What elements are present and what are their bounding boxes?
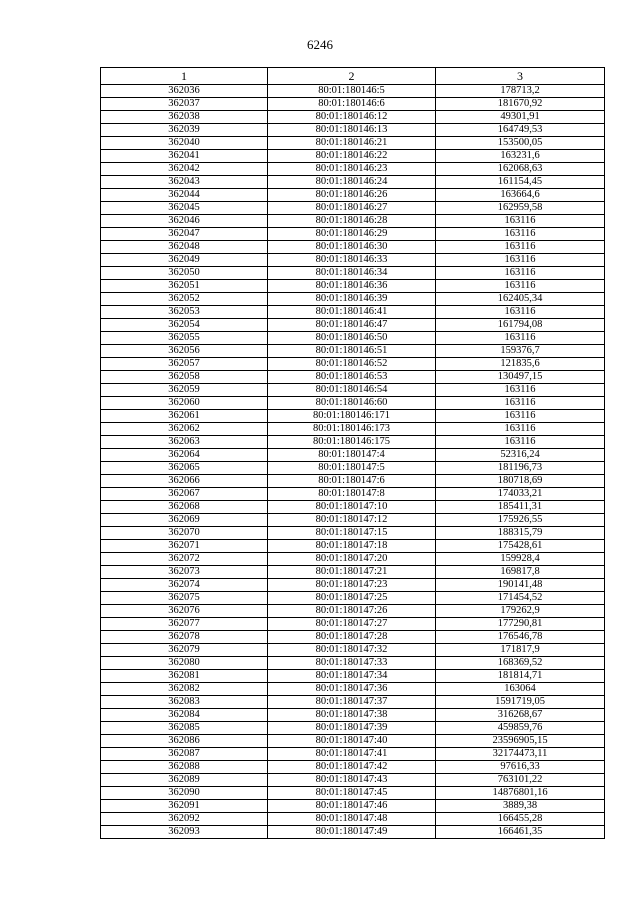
table-row (101, 462, 605, 475)
table-row (101, 475, 605, 488)
table-row (101, 358, 605, 371)
value-cell: 171454,52 (436, 592, 605, 605)
table-row (101, 384, 605, 397)
row-number-cell: 362058 (101, 371, 268, 384)
row-number-cell: 362076 (101, 605, 268, 618)
cadastral-number-cell: 80:01:180146:28 (268, 215, 436, 228)
cadastral-number-cell: 80:01:180146:30 (268, 241, 436, 254)
value-cell: 175428,61 (436, 540, 605, 553)
cadastral-number-cell: 80:01:180146:34 (268, 267, 436, 280)
cadastral-number-cell: 80:01:180146:29 (268, 228, 436, 241)
cadastral-number-cell: 80:01:180146:36 (268, 280, 436, 293)
row-number-cell: 362055 (101, 332, 268, 345)
value-cell: 175926,55 (436, 514, 605, 527)
table-row (101, 293, 605, 306)
value-cell: 163664,6 (436, 189, 605, 202)
value-cell: 164749,53 (436, 124, 605, 137)
value-cell: 52316,24 (436, 449, 605, 462)
value-cell: 178713,2 (436, 85, 605, 98)
table-row (101, 436, 605, 449)
cadastral-number-cell: 80:01:180147:38 (268, 709, 436, 722)
column-header-3: 3 (436, 68, 605, 85)
row-number-cell: 362083 (101, 696, 268, 709)
table-row (101, 709, 605, 722)
row-number-cell: 362067 (101, 488, 268, 501)
table-row (101, 488, 605, 501)
table-row (101, 98, 605, 111)
cadastral-number-cell: 80:01:180146:24 (268, 176, 436, 189)
value-cell: 163116 (436, 254, 605, 267)
row-number-cell: 362091 (101, 800, 268, 813)
value-cell: 179262,9 (436, 605, 605, 618)
row-number-cell: 362037 (101, 98, 268, 111)
row-number-cell: 362092 (101, 813, 268, 826)
table-row (101, 306, 605, 319)
value-cell: 163116 (436, 280, 605, 293)
table-row (101, 189, 605, 202)
row-number-cell: 362044 (101, 189, 268, 202)
cadastral-number-cell: 80:01:180146:23 (268, 163, 436, 176)
table-row (101, 345, 605, 358)
cadastral-number-cell: 80:01:180146:41 (268, 306, 436, 319)
cadastral-number-cell: 80:01:180147:37 (268, 696, 436, 709)
table-row (101, 826, 605, 839)
row-number-cell: 362078 (101, 631, 268, 644)
value-cell: 163116 (436, 215, 605, 228)
value-cell: 169817,8 (436, 566, 605, 579)
value-cell: 180718,69 (436, 475, 605, 488)
row-number-cell: 362060 (101, 397, 268, 410)
table-row (101, 202, 605, 215)
table-row (101, 735, 605, 748)
cadastral-number-cell: 80:01:180147:23 (268, 579, 436, 592)
row-number-cell: 362070 (101, 527, 268, 540)
table-row (101, 124, 605, 137)
row-number-cell: 362050 (101, 267, 268, 280)
value-cell: 763101,22 (436, 774, 605, 787)
cadastral-number-cell: 80:01:180146:26 (268, 189, 436, 202)
table-row (101, 176, 605, 189)
table-header (101, 68, 605, 85)
value-cell: 163116 (436, 384, 605, 397)
value-cell: 159928,4 (436, 553, 605, 566)
value-cell: 163116 (436, 423, 605, 436)
row-number-cell: 362075 (101, 592, 268, 605)
cadastral-number-cell: 80:01:180147:45 (268, 787, 436, 800)
cadastral-number-cell: 80:01:180146:6 (268, 98, 436, 111)
row-number-cell: 362046 (101, 215, 268, 228)
row-number-cell: 362061 (101, 410, 268, 423)
row-number-cell: 362093 (101, 826, 268, 839)
row-number-cell: 362051 (101, 280, 268, 293)
table-row (101, 332, 605, 345)
row-number-cell: 362049 (101, 254, 268, 267)
cadastral-number-cell: 80:01:180147:33 (268, 657, 436, 670)
cadastral-number-cell: 80:01:180147:43 (268, 774, 436, 787)
cadastral-number-cell: 80:01:180146:173 (268, 423, 436, 436)
cadastral-number-cell: 80:01:180147:41 (268, 748, 436, 761)
cadastral-number-cell: 80:01:180146:33 (268, 254, 436, 267)
value-cell: 163064 (436, 683, 605, 696)
value-cell: 97616,33 (436, 761, 605, 774)
table-row (101, 371, 605, 384)
value-cell: 181670,92 (436, 98, 605, 111)
row-number-cell: 362043 (101, 176, 268, 189)
row-number-cell: 362063 (101, 436, 268, 449)
cadastral-number-cell: 80:01:180147:4 (268, 449, 436, 462)
row-number-cell: 362039 (101, 124, 268, 137)
cadastral-number-cell: 80:01:180147:42 (268, 761, 436, 774)
cadastral-number-cell: 80:01:180146:52 (268, 358, 436, 371)
value-cell: 174033,21 (436, 488, 605, 501)
cadastral-number-cell: 80:01:180147:6 (268, 475, 436, 488)
value-cell: 190141,48 (436, 579, 605, 592)
value-cell: 162068,63 (436, 163, 605, 176)
value-cell: 161794,08 (436, 319, 605, 332)
value-cell: 177290,81 (436, 618, 605, 631)
table-row (101, 85, 605, 98)
table-row (101, 319, 605, 332)
cadastral-number-cell: 80:01:180147:12 (268, 514, 436, 527)
table-row (101, 696, 605, 709)
cadastral-number-cell: 80:01:180147:5 (268, 462, 436, 475)
table-row (101, 787, 605, 800)
row-number-cell: 362057 (101, 358, 268, 371)
table-row (101, 540, 605, 553)
table-row (101, 605, 605, 618)
table-row (101, 683, 605, 696)
table-row (101, 761, 605, 774)
row-number-cell: 362062 (101, 423, 268, 436)
value-cell: 121835,6 (436, 358, 605, 371)
value-cell: 316268,67 (436, 709, 605, 722)
table-row (101, 657, 605, 670)
value-cell: 159376,7 (436, 345, 605, 358)
table-row (101, 254, 605, 267)
value-cell: 163231,6 (436, 150, 605, 163)
cadastral-number-cell: 80:01:180147:21 (268, 566, 436, 579)
cadastral-number-cell: 80:01:180147:15 (268, 527, 436, 540)
value-cell: 32174473,11 (436, 748, 605, 761)
header-row (101, 68, 605, 85)
row-number-cell: 362059 (101, 384, 268, 397)
cadastral-number-cell: 80:01:180146:13 (268, 124, 436, 137)
row-number-cell: 362082 (101, 683, 268, 696)
cadastral-number-cell: 80:01:180146:53 (268, 371, 436, 384)
row-number-cell: 362047 (101, 228, 268, 241)
value-cell: 163116 (436, 332, 605, 345)
cadastral-number-cell: 80:01:180147:8 (268, 488, 436, 501)
table-row (101, 280, 605, 293)
cadastral-number-cell: 80:01:180146:27 (268, 202, 436, 215)
row-number-cell: 362069 (101, 514, 268, 527)
row-number-cell: 362053 (101, 306, 268, 319)
row-number-cell: 362072 (101, 553, 268, 566)
row-number-cell: 362087 (101, 748, 268, 761)
table-row (101, 514, 605, 527)
cadastral-number-cell: 80:01:180146:60 (268, 397, 436, 410)
cadastral-number-cell: 80:01:180147:46 (268, 800, 436, 813)
value-cell: 130497,15 (436, 371, 605, 384)
value-cell: 176546,78 (436, 631, 605, 644)
value-cell: 49301,91 (436, 111, 605, 124)
table-row (101, 241, 605, 254)
value-cell: 163116 (436, 436, 605, 449)
row-number-cell: 362066 (101, 475, 268, 488)
row-number-cell: 362040 (101, 137, 268, 150)
table-row (101, 631, 605, 644)
value-cell: 171817,9 (436, 644, 605, 657)
row-number-cell: 362086 (101, 735, 268, 748)
value-cell: 14876801,16 (436, 787, 605, 800)
table-row (101, 150, 605, 163)
value-cell: 168369,52 (436, 657, 605, 670)
value-cell: 23596905,15 (436, 735, 605, 748)
cadastral-number-cell: 80:01:180146:39 (268, 293, 436, 306)
cadastral-number-cell: 80:01:180147:18 (268, 540, 436, 553)
table-row (101, 774, 605, 787)
row-number-cell: 362090 (101, 787, 268, 800)
value-cell: 162959,58 (436, 202, 605, 215)
value-cell: 181196,73 (436, 462, 605, 475)
row-number-cell: 362089 (101, 774, 268, 787)
cadastral-number-cell: 80:01:180147:36 (268, 683, 436, 696)
page-number: 6246 (307, 37, 333, 52)
cadastral-number-cell: 80:01:180147:10 (268, 501, 436, 514)
table-row (101, 579, 605, 592)
row-number-cell: 362074 (101, 579, 268, 592)
row-number-cell: 362056 (101, 345, 268, 358)
cadastral-number-cell: 80:01:180146:12 (268, 111, 436, 124)
cadastral-number-cell: 80:01:180147:39 (268, 722, 436, 735)
row-number-cell: 362073 (101, 566, 268, 579)
table-row (101, 449, 605, 462)
value-cell: 459859,76 (436, 722, 605, 735)
value-cell: 166455,28 (436, 813, 605, 826)
table-row (101, 592, 605, 605)
table-row (101, 813, 605, 826)
cadastral-number-cell: 80:01:180147:20 (268, 553, 436, 566)
cadastral-number-cell: 80:01:180146:175 (268, 436, 436, 449)
row-number-cell: 362065 (101, 462, 268, 475)
value-cell: 162405,34 (436, 293, 605, 306)
row-number-cell: 362054 (101, 319, 268, 332)
row-number-cell: 362038 (101, 111, 268, 124)
row-number-cell: 362085 (101, 722, 268, 735)
row-number-cell: 362068 (101, 501, 268, 514)
table-row (101, 722, 605, 735)
table-row (101, 527, 605, 540)
row-number-cell: 362077 (101, 618, 268, 631)
cadastral-number-cell: 80:01:180147:40 (268, 735, 436, 748)
value-cell: 188315,79 (436, 527, 605, 540)
row-number-cell: 362048 (101, 241, 268, 254)
table-row (101, 215, 605, 228)
value-cell: 163116 (436, 410, 605, 423)
cadastral-number-cell: 80:01:180146:47 (268, 319, 436, 332)
table-row (101, 553, 605, 566)
value-cell: 163116 (436, 241, 605, 254)
table-row (101, 137, 605, 150)
value-cell: 161154,45 (436, 176, 605, 189)
value-cell: 166461,35 (436, 826, 605, 839)
row-number-cell: 362041 (101, 150, 268, 163)
table-row (101, 501, 605, 514)
table-row (101, 267, 605, 280)
value-cell: 163116 (436, 397, 605, 410)
row-number-cell: 362080 (101, 657, 268, 670)
cadastral-number-cell: 80:01:180146:171 (268, 410, 436, 423)
table-row (101, 423, 605, 436)
table-row (101, 163, 605, 176)
value-cell: 185411,31 (436, 501, 605, 514)
table-body (101, 85, 605, 839)
row-number-cell: 362042 (101, 163, 268, 176)
cadastral-number-cell: 80:01:180147:28 (268, 631, 436, 644)
row-number-cell: 362036 (101, 85, 268, 98)
table-row (101, 670, 605, 683)
value-cell: 153500,05 (436, 137, 605, 150)
table-row (101, 644, 605, 657)
value-cell: 181814,71 (436, 670, 605, 683)
cadastral-number-cell: 80:01:180147:34 (268, 670, 436, 683)
cadastral-number-cell: 80:01:180146:21 (268, 137, 436, 150)
table-row (101, 397, 605, 410)
table-row (101, 111, 605, 124)
cadastral-number-cell: 80:01:180147:48 (268, 813, 436, 826)
cadastral-number-cell: 80:01:180146:51 (268, 345, 436, 358)
cadastral-number-cell: 80:01:180146:54 (268, 384, 436, 397)
value-cell: 1591719,05 (436, 696, 605, 709)
row-number-cell: 362071 (101, 540, 268, 553)
table-row (101, 228, 605, 241)
row-number-cell: 362064 (101, 449, 268, 462)
cadastral-number-cell: 80:01:180146:5 (268, 85, 436, 98)
cadastral-number-cell: 80:01:180146:22 (268, 150, 436, 163)
cadastral-number-cell: 80:01:180146:50 (268, 332, 436, 345)
value-cell: 163116 (436, 228, 605, 241)
row-number-cell: 362084 (101, 709, 268, 722)
value-cell: 163116 (436, 267, 605, 280)
row-number-cell: 362045 (101, 202, 268, 215)
table-row (101, 748, 605, 761)
cadastral-number-cell: 80:01:180147:26 (268, 605, 436, 618)
row-number-cell: 362079 (101, 644, 268, 657)
value-cell: 163116 (436, 306, 605, 319)
cadastral-number-cell: 80:01:180147:49 (268, 826, 436, 839)
cadastral-number-cell: 80:01:180147:25 (268, 592, 436, 605)
row-number-cell: 362081 (101, 670, 268, 683)
table-row (101, 618, 605, 631)
table-row (101, 566, 605, 579)
column-header-1: 1 (101, 68, 268, 85)
table-row (101, 410, 605, 423)
row-number-cell: 362052 (101, 293, 268, 306)
column-header-2: 2 (268, 68, 436, 85)
table-row (101, 800, 605, 813)
value-cell: 3889,38 (436, 800, 605, 813)
row-number-cell: 362088 (101, 761, 268, 774)
cadastral-number-cell: 80:01:180147:27 (268, 618, 436, 631)
data-table (100, 67, 605, 839)
cadastral-number-cell: 80:01:180147:32 (268, 644, 436, 657)
